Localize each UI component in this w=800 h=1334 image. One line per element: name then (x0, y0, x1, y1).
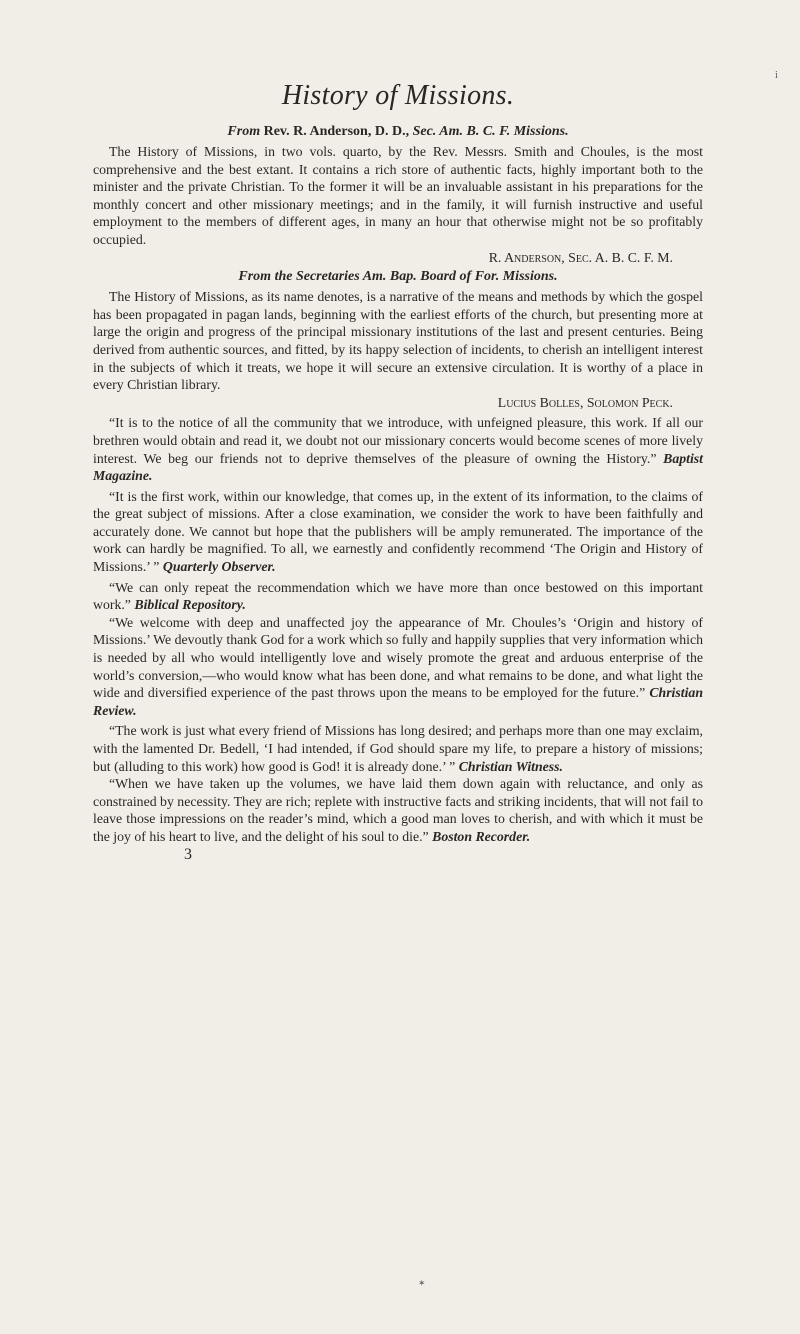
quote-source: Biblical Repository. (134, 597, 246, 613)
anderson-signature: R. Anderson, Sec. A. B. C. F. M. (488, 249, 673, 265)
anderson-testimonial: The History of Missions, in two vols. quarto, by the Rev. Messrs. Smith and Choules, is the most comprehensive and the best extant. It contains a rich store of authentic facts, highly important both to the minister and the private Christian. To the former it will be an invaluable assistant in his preparations for the monthly concert and other missionary meetings; and in the family, it will furnish instructive and useful employment to the members of different ages, in many an hour that otherwise might not be so profitably occupied. (93, 144, 703, 247)
quote-boston-recorder (93, 775, 703, 845)
quote-text: “It is to the notice of all the community that we introduce, with unfeigned pleasure, this work. If all our brethren would obtain and read it, we doubt not our missionary concerts would become scenes of more lively interest. We beg our friends not to deprive themselves of the pleasure of owning the History.” (93, 415, 703, 466)
quote-quarterly-observer (93, 488, 703, 576)
page-title: History of Missions. (281, 80, 515, 111)
heading-name: Rev. R. Anderson, D. D., (263, 124, 410, 139)
quote-source: Baptist Magazine. (93, 450, 703, 484)
quote-christian-witness (93, 722, 703, 775)
quote-text: “It is the first work, within our knowledge, that comes up, in the extent of its information, to the claims of the great subject of missions. After a close examination, we consider the work to have been faithfully and accurately done. We cannot but hope that the publishers will be amply remunerated. The importance of the work can hardly be magnified. To all, we earnestly and confidently recommend ‘The Origin and History of Missions.’ ” (93, 488, 703, 575)
quote-text: “We welcome with deep and unaffected joy the appearance of Mr. Choules’s ‘Origin and history of Missions.’ We devoutly thank God for a work which so fully and happily supplies that very information which is needed by all who would intelligently love and wisely promote the great and arduous enterprise of the world’s conversion,—who would know what has been done, and what remains to be done, and what light the wide and diversified experience of the past throws upon the means to be employed for the future.” (93, 614, 703, 701)
quote-source: Boston Recorder. (432, 828, 531, 844)
quote-text: “We can only repeat the recommendation which we have more than once bestowed on this important work.” (93, 579, 703, 613)
quote-baptist-magazine (93, 414, 703, 484)
stray-mark: ✶ (418, 1278, 426, 1288)
secretaries-signature: Lucius Bolles, Solomon Peck. (497, 394, 673, 410)
quote-source: Christian Witness. (458, 758, 563, 774)
page-content (93, 80, 703, 864)
corner-mark: i (775, 70, 778, 81)
quote-source: Christian Review. (93, 685, 703, 718)
heading-org: Sec. Am. B. C. F. Missions. (412, 124, 569, 139)
section-heading-secretaries: From the Secretaries Am. Bap. Board of For. Missions. (238, 269, 558, 285)
quote-source: Quarterly Observer. (162, 559, 276, 575)
quote-text: “When we have taken up the volumes, we have laid them down again with reluctance, and only as constrained by necessity. They are rich; replete with instructive facts and striking incidents, that will not fail to leave those impressions on the reader’s mind, which a good man loves to cherish, and with which it must be the joy of his heart to live, and the delight of his soul to die.” (93, 776, 703, 844)
secretaries-testimonial: The History of Missions, as its name denotes, is a narrative of the means and methods by which the gospel has been propagated in pagan lands, beginning with the earliest efforts of the church, but presenting more at large the origin and progress of the principal missionary institutions of the last and present centuries. Being derived from authentic sources, and fitted, by its happy selection of incidents, to cherish an intelligent interest in the subjects of which it treats, we hope it will secure an extensive circulation. It is worthy of a place in every Christian library. (93, 289, 703, 393)
quote-christian-review (93, 614, 703, 720)
heading-prefix: From (227, 124, 261, 139)
quote-biblical-repository (93, 579, 703, 614)
quote-text: “The work is just what every friend of Missions has long desired; and perhaps more than one may exclaim, with the lamented Dr. Bedell, ‘I had intended, if God should spare my life, to prepare a history of missions; but (alluding to this work) how good is God! it is already done.’ ” (93, 723, 703, 774)
section-heading-anderson (93, 124, 703, 140)
page-number: 3 (184, 845, 192, 863)
